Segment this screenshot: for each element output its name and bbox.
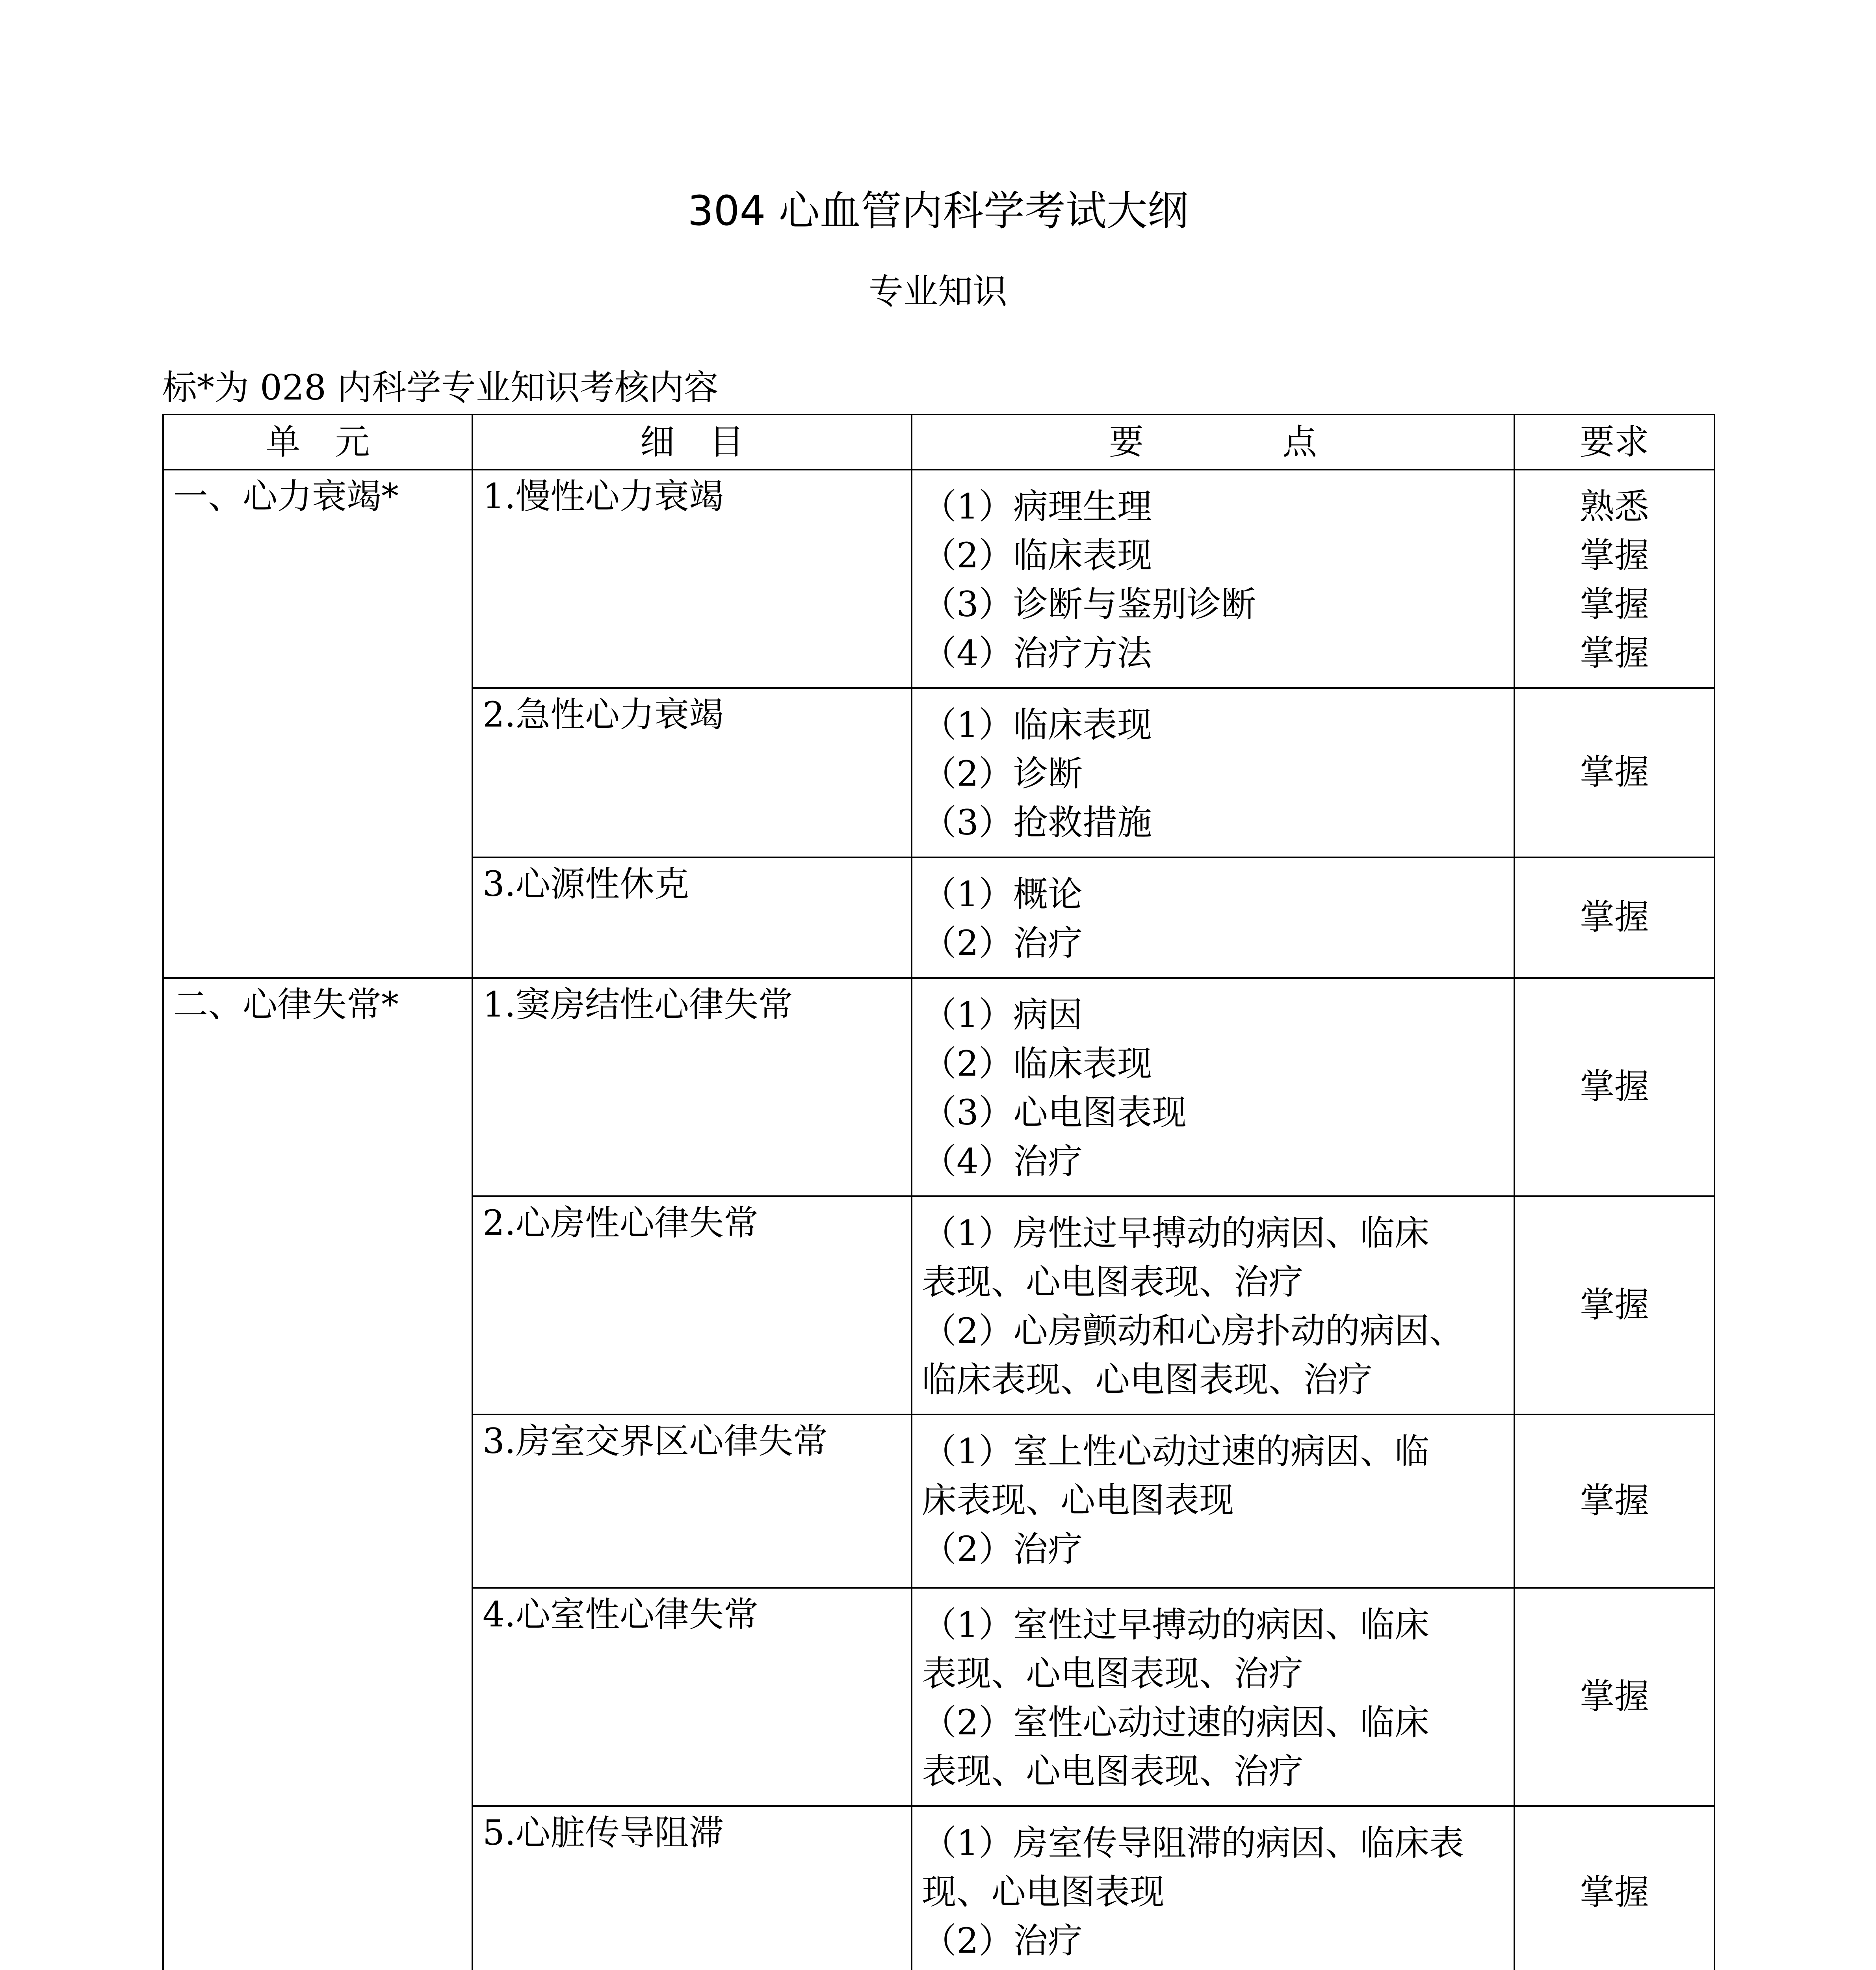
item-cell: 3.心源性休克: [472, 857, 912, 978]
item-cell: 2.急性心力衰竭: [472, 688, 912, 857]
point-line: 表现、心电图表现、治疗: [922, 1751, 1304, 1792]
item-cell: 2.心房性心律失常: [472, 1196, 912, 1414]
point-line: （1）室上性心动过速的病因、临: [922, 1431, 1429, 1472]
point-line: （4）治疗方法: [922, 633, 1152, 673]
unit-cell: 二、心律失常*: [163, 978, 472, 1970]
table-row: [163, 978, 1714, 1196]
table-header-row: [163, 414, 1714, 470]
item-cell: 1.窦房结性心律失常: [472, 978, 912, 1196]
requirement-cell: 掌握: [1514, 1414, 1714, 1588]
point-line: 表现、心电图表现、治疗: [922, 1262, 1304, 1302]
table-row: [163, 470, 1714, 688]
point-line: （4）治疗: [922, 1141, 1083, 1182]
requirement-line: 掌握: [1579, 584, 1649, 624]
point-line: （3）诊断与鉴别诊断: [922, 584, 1256, 624]
requirement-cell: [1514, 470, 1714, 688]
point-line: （1）病因: [922, 994, 1083, 1035]
point-line: （1）房性过早搏动的病因、临床: [922, 1213, 1429, 1253]
point-line: （2）临床表现: [922, 1043, 1152, 1084]
points-cell: [912, 470, 1514, 688]
requirement-cell: 掌握: [1514, 1806, 1714, 1970]
point-line: 表现、心电图表现、治疗: [922, 1653, 1304, 1694]
requirement-cell: 掌握: [1514, 978, 1714, 1196]
item-cell: 5.心脏传导阻滞: [472, 1806, 912, 1970]
point-line: （2）治疗: [922, 1529, 1083, 1569]
requirement-line: 掌握: [1579, 633, 1649, 673]
points-cell: [912, 1196, 1514, 1414]
point-line: （1）临床表现: [922, 704, 1152, 745]
points-cell: [912, 1806, 1514, 1970]
point-line: （2）诊断: [922, 753, 1083, 794]
point-line: （1）病理生理: [922, 486, 1152, 527]
syllabus-table: [162, 414, 1715, 1970]
point-line: （2）治疗: [922, 923, 1083, 963]
point-line: （1）房室传导阻滞的病因、临床表: [922, 1823, 1464, 1863]
points-cell: [912, 978, 1514, 1196]
point-line: 床表现、心电图表现: [922, 1480, 1234, 1520]
header-item: 细 目: [472, 414, 912, 470]
point-line: （2）心房颤动和心房扑动的病因、: [922, 1310, 1464, 1351]
points-cell: [912, 857, 1514, 978]
item-cell: 4.心室性心律失常: [472, 1588, 912, 1806]
table-note: 标*为 028 内科学专业知识考核内容: [162, 367, 719, 408]
point-line: （3）抢救措施: [922, 802, 1152, 843]
page-subtitle: 专业知识: [868, 271, 1007, 312]
point-line: （2）治疗: [922, 1920, 1083, 1961]
point-line: 现、心电图表现: [922, 1872, 1165, 1912]
page-title: 304 心血管内科学考试大纲: [687, 187, 1189, 235]
requirement-cell: 掌握: [1514, 688, 1714, 857]
requirement-cell: 掌握: [1514, 857, 1714, 978]
requirement-line: 掌握: [1579, 535, 1649, 576]
header-requirement: 要求: [1514, 414, 1714, 470]
requirement-line: 熟悉: [1579, 486, 1649, 527]
point-line: （1）概论: [922, 874, 1083, 914]
requirement-cell: 掌握: [1514, 1196, 1714, 1414]
header-unit: 单 元: [163, 414, 472, 470]
requirement-cell: 掌握: [1514, 1588, 1714, 1806]
point-line: （1）室性过早搏动的病因、临床: [922, 1604, 1429, 1645]
point-line: （2）室性心动过速的病因、临床: [922, 1702, 1429, 1743]
point-line: （2）临床表现: [922, 535, 1152, 576]
point-line: 临床表现、心电图表现、治疗: [922, 1359, 1373, 1400]
unit-cell: 一、心力衰竭*: [163, 470, 472, 978]
points-cell: [912, 1414, 1514, 1588]
points-cell: [912, 1588, 1514, 1806]
point-line: （3）心电图表现: [922, 1092, 1187, 1133]
item-cell: 3.房室交界区心律失常: [472, 1414, 912, 1588]
points-cell: [912, 688, 1514, 857]
header-points: 要 点: [912, 414, 1514, 470]
item-cell: 1.慢性心力衰竭: [472, 470, 912, 688]
